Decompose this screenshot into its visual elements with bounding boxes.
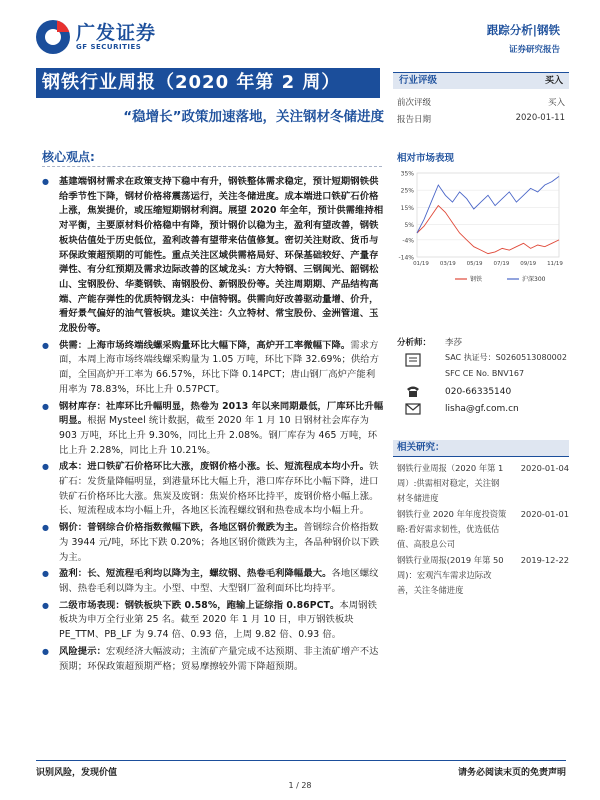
bullet-lead: 钢价：普钢综合价格指数微幅下跌，各地区钢价微跌为主。: [59, 522, 304, 534]
analyst-name: 李莎: [445, 338, 463, 348]
bullet-lead: 二级市场表现：钢铁板块下跌 0.58%，跑输上证综指 0.86PCT。: [59, 599, 340, 611]
company-logo: [36, 18, 168, 56]
bullet-body: 宏观经济大幅波动；主流矿产量完成不达预期、非主流矿增产不达预期；环保政策超预期严格；贸易摩擦较外需下降超预期。: [59, 645, 379, 672]
x-tick-label: 11/19: [547, 261, 563, 267]
related-item-date: 2020-01-04: [520, 463, 569, 473]
related-item-title[interactable]: 钢铁行业周报(2019 年第 50 周)：宏观汽车需求边际改善，关注冬储进度: [397, 555, 504, 595]
bullet-body: 各地区螺纹钢、热卷毛利以降为主。小型、中型、大型钢厂盈利面环比均持平。: [59, 568, 379, 594]
core-views-heading: 核心观点:: [42, 150, 95, 164]
related-item[interactable]: [397, 507, 569, 552]
series-line-0: [417, 206, 559, 254]
report-subtitle: “稳增长”政策加速落地，关注钢材冬储进度: [123, 109, 384, 125]
analyst-row: [397, 336, 463, 348]
related-item[interactable]: [397, 553, 569, 598]
core-views-list: [40, 175, 384, 676]
header-meta: [487, 22, 560, 55]
related-item[interactable]: [397, 461, 569, 506]
logo-en-text: GF SECURITIES: [76, 43, 142, 51]
y-tick-label: 5%: [404, 221, 414, 229]
report-category: 跟踪分析|钢铁: [486, 23, 560, 37]
bullet-body: 铁矿石：发货量降幅明显，到港量环比大幅上升，港口库存环比小幅下降，进口铁矿石价格环比大涨。焦炭及废钢：焦炭价格环比持平，废钢价格小幅上涨。长、短流程成本均小幅上升，各地区长流程螺纹钢和热卷成本均小幅上升。: [59, 461, 379, 517]
id-card-icon: [405, 353, 421, 367]
related-item-title[interactable]: 钢铁行业 2020 年年度投资策略:看好需求韧性，优选低估值、高股息公司: [397, 509, 507, 549]
analyst-phone: 020-66335140: [445, 387, 512, 397]
related-item-date: 2020-01-01: [520, 509, 569, 519]
list-item: [40, 400, 384, 459]
y-tick-label: 35%: [400, 170, 414, 178]
list-item: [40, 645, 384, 674]
list-item: [40, 460, 384, 519]
x-tick-label: 01/19: [413, 261, 429, 267]
footer-slogan: 识别风险，发现价值: [36, 768, 118, 778]
bullet-lead: 供需：上海市场终端线螺采购量环比大幅下降，高炉开工率微幅下降。: [59, 339, 351, 351]
related-item-date: 2019-12-22: [520, 555, 569, 565]
relative-performance-chart: [393, 165, 569, 289]
footer-disclaimer: 请务必阅读末页的免责声明: [457, 768, 566, 778]
bullet-lead: 成本：进口铁矿石价格环比大涨，废钢价格小涨。长、短流程成本均小升。: [59, 461, 370, 473]
prev-rating-row: [397, 96, 565, 108]
phone-icon: [405, 384, 421, 398]
prev-rating-value: 买入: [547, 98, 565, 108]
report-title: 钢铁行业周报（2020 年第 2 周）: [36, 68, 380, 98]
bullet-lead: 盈利：长、短流程毛利均以降为主，螺纹钢、热卷毛利降幅最大。: [59, 568, 332, 580]
y-tick-label: 15%: [400, 204, 414, 212]
y-tick-label: 25%: [400, 187, 414, 195]
prev-rating-label: 前次评级: [397, 98, 432, 108]
section-divider: [42, 166, 382, 167]
list-item: [40, 567, 384, 596]
analyst-label: 分析师：: [397, 338, 432, 348]
bullet-body: 本周钢铁板块为申万全行业第 25 名。截至 2020 年 1 月 10 日，申万钢铁板块 PE_TTM、PB_LF 为 9.74 倍、0.93 倍，上周 9.82 倍、0.93 倍。: [59, 599, 377, 641]
list-item: [40, 521, 384, 565]
x-tick-label: 03/19: [439, 261, 456, 267]
footer-divider: [36, 760, 566, 761]
analyst-sac: SAC 执证号：S0260513080002: [445, 353, 567, 362]
report-date-label: 报告日期: [397, 115, 432, 125]
y-tick-label: -14%: [398, 254, 414, 262]
list-item: [40, 339, 384, 398]
bullet-body: 普钢综合价格指数为 3944 元/吨，环比下跌 0.20%；各地区钢价微跌为主，各品种钢价以下跌为主。: [59, 522, 380, 563]
report-type: 证券研究报告: [508, 45, 560, 55]
rating-title: 行业评级: [399, 75, 438, 86]
related-item-title[interactable]: 钢铁行业周报（2020 年第 1 周）:供需相对稳定，关注钢材冬储进度: [397, 463, 504, 503]
report-date-value: 2020-01-11: [515, 113, 565, 123]
bullet-body: 根据 Mysteel 统计数据，截至 2020 年 1 月 10 日钢材社会库存为 903 万吨，环比上升 9.30%，同比上升 2.08%。钢厂库存为 465 万吨，环比上升 2.28%，同比上升 10.21%。: [59, 415, 378, 456]
chart-title: 相对市场表现: [397, 153, 455, 164]
bullet-lead: 钢材库存：社库环比升幅明显，热卷为 2013 年以来同期最低，厂库环比升幅明显。: [59, 400, 384, 427]
bullet-lead: 风险提示：: [59, 645, 106, 657]
x-tick-label: 09/19: [520, 261, 537, 267]
logo-cn-text: 广发证券: [76, 22, 157, 44]
related-research-heading: 相关研究：: [393, 440, 569, 457]
y-tick-label: -4%: [402, 237, 414, 245]
legend-label: 沪深300: [522, 276, 546, 283]
list-item: [40, 599, 384, 643]
x-tick-label: 07/19: [493, 261, 510, 267]
bullet-body: 需求方面，本周上海市场终端线螺采购量为 1.05 万吨，环比下降 32.69%；供给方面，全国高炉开工率为 66.57%，环比下降 0.14PCT；唐山钢厂高炉产能利用率为 78.83%，环比上升 0.57PCT。: [59, 339, 380, 395]
rating-value: 买入: [544, 76, 563, 86]
x-tick-label: 05/19: [466, 261, 483, 267]
report-date-row: [397, 113, 565, 125]
page-number: 1 / 28: [288, 781, 312, 790]
rating-header: [393, 72, 569, 89]
bullet-lead: 基建端钢材需求在政策支持下稳中有升，钢铁整体需求稳定，预计短期钢铁供给季节性下降，钢材价格将震荡运行，关注冬储进度。成本端进口铁矿石价格上涨，焦炭提价，或压缩短期钢材利润。展望 2020 年全年，预计供需维持相对平衡，主要原材料价格稳中有降，预计钢价以稳为主，盈利有望改善，钢铁板块估值处于历史低位，盈利改善有望带来估值修复。密切关注财政、货币与环保政策超预期的可能性。重点关注区域供需格局好、环保基础较好、产量存弹性、有分红预期及需求边际改善的区域龙头：方大特钢、三钢闽光、韶钢松山、宝钢股份、华菱钢铁、南钢股份、新钢股份等。关注周期期、产品结构高端、产能存弹性的优质特钢龙头：中信特钢。供需向好改善驱动量增、价升，看好景气偏好的油气管板块。建议关注：久立特材、常宝股份、金洲管道、玉龙股份等。: [59, 176, 384, 335]
email-icon: [405, 402, 421, 416]
analyst-email[interactable]: lisha@gf.com.cn: [445, 404, 519, 414]
analyst-sfc: SFC CE No. BNV167: [445, 369, 525, 378]
logo-mark-icon: [36, 20, 70, 54]
list-item: [40, 175, 384, 337]
legend-label: 钢铁: [470, 276, 483, 283]
